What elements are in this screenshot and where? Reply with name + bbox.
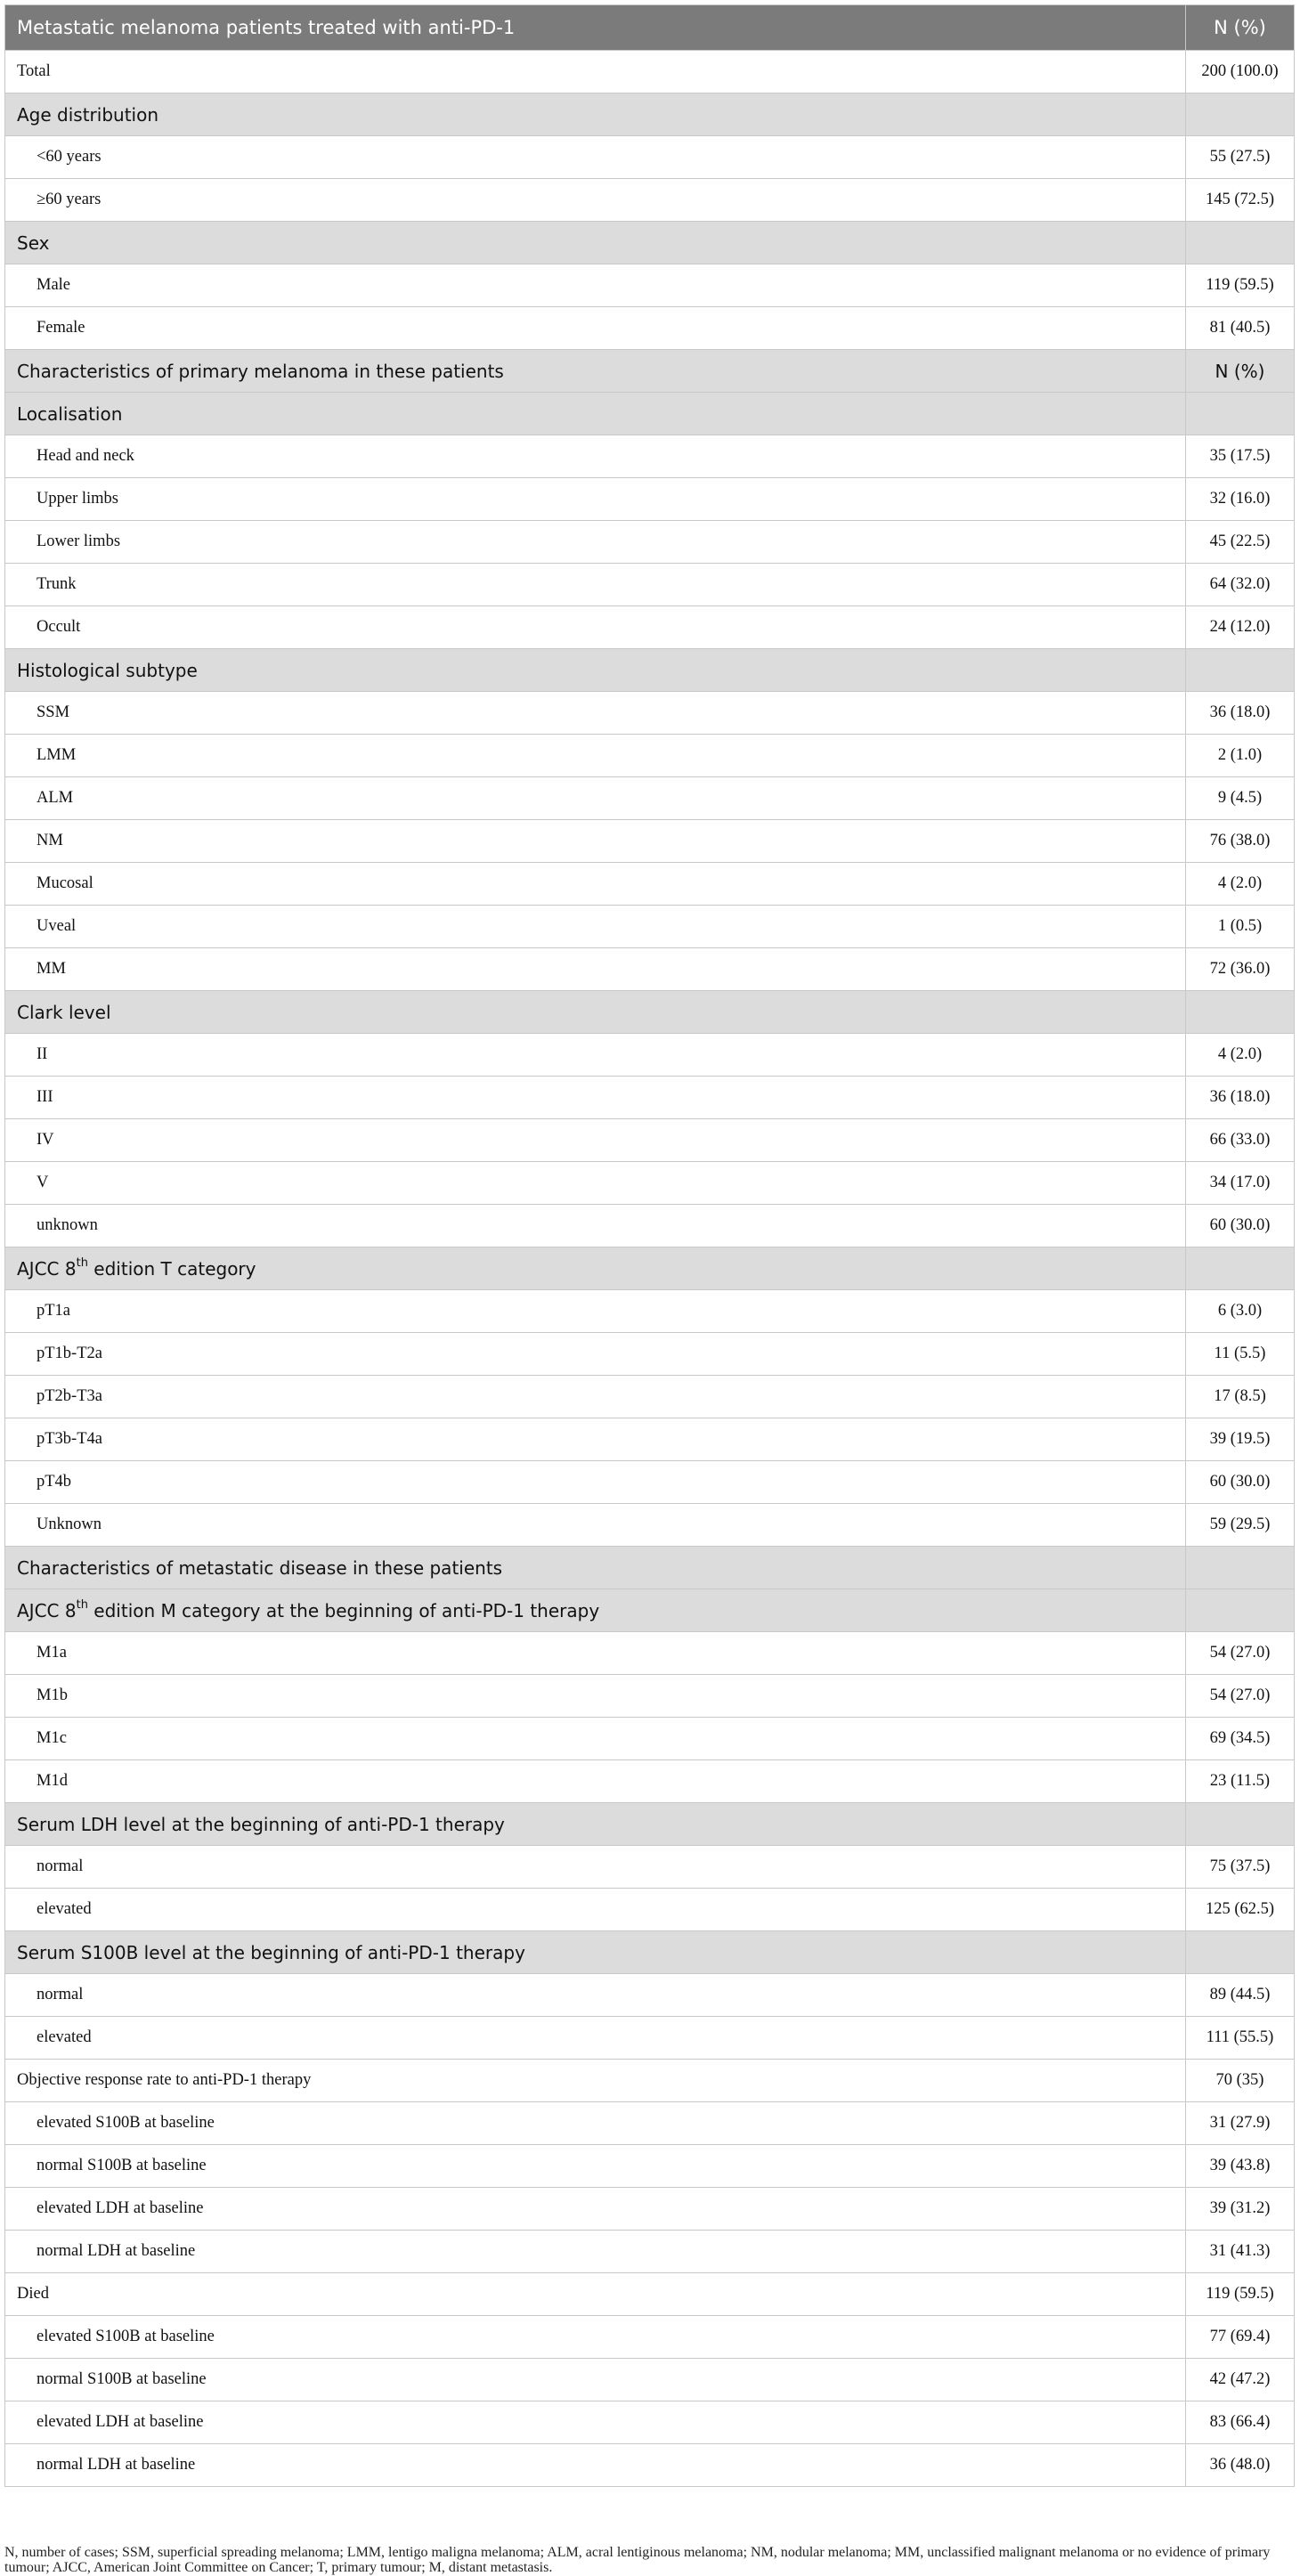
section-label bbox=[5, 1589, 1186, 1632]
section-label-part: AJCC 8 bbox=[17, 1257, 77, 1280]
table-row bbox=[5, 1889, 1295, 1931]
row-value: 45 (22.5) bbox=[1186, 521, 1295, 564]
table-row bbox=[5, 1760, 1295, 1803]
section-header-row bbox=[5, 1589, 1295, 1632]
row-value: 9 (4.5) bbox=[1186, 777, 1295, 820]
section-header-row bbox=[5, 350, 1295, 393]
row-value: 23 (11.5) bbox=[1186, 1760, 1295, 1803]
row-label: elevated bbox=[5, 1889, 1186, 1931]
row-value: 83 (66.4) bbox=[1186, 2401, 1295, 2444]
row-label: pT2b-T3a bbox=[5, 1376, 1186, 1418]
row-value: 81 (40.5) bbox=[1186, 307, 1295, 350]
table-row bbox=[5, 2444, 1295, 2487]
table-row bbox=[5, 478, 1295, 521]
row-value: 6 (3.0) bbox=[1186, 1290, 1295, 1333]
table-body bbox=[5, 51, 1295, 2487]
row-label: Mucosal bbox=[5, 863, 1186, 906]
row-label: elevated LDH at baseline bbox=[5, 2188, 1186, 2231]
table-row bbox=[5, 1718, 1295, 1760]
row-label: V bbox=[5, 1162, 1186, 1205]
table-row bbox=[5, 948, 1295, 991]
row-label: unknown bbox=[5, 1205, 1186, 1247]
row-value: 69 (34.5) bbox=[1186, 1718, 1295, 1760]
row-value: 119 (59.5) bbox=[1186, 2273, 1295, 2316]
row-value: 31 (27.9) bbox=[1186, 2102, 1295, 2145]
row-label: pT1a bbox=[5, 1290, 1186, 1333]
table-row bbox=[5, 863, 1295, 906]
row-value: 89 (44.5) bbox=[1186, 1974, 1295, 2017]
row-label: LMM bbox=[5, 735, 1186, 777]
row-value: 39 (43.8) bbox=[1186, 2145, 1295, 2188]
header-title: Metastatic melanoma patients treated with anti-PD-1 bbox=[5, 5, 1186, 51]
row-value: 39 (31.2) bbox=[1186, 2188, 1295, 2231]
row-label: Unknown bbox=[5, 1504, 1186, 1547]
table-row bbox=[5, 2060, 1295, 2102]
row-label: IV bbox=[5, 1119, 1186, 1162]
row-value: 1 (0.5) bbox=[1186, 906, 1295, 948]
row-value: 111 (55.5) bbox=[1186, 2017, 1295, 2060]
row-label: normal bbox=[5, 1846, 1186, 1889]
row-value: 36 (18.0) bbox=[1186, 692, 1295, 735]
row-value: 119 (59.5) bbox=[1186, 264, 1295, 307]
table-row bbox=[5, 307, 1295, 350]
row-label: elevated S100B at baseline bbox=[5, 2102, 1186, 2145]
table-row bbox=[5, 435, 1295, 478]
row-label: III bbox=[5, 1077, 1186, 1119]
row-label: Occult bbox=[5, 606, 1186, 649]
table-row bbox=[5, 2017, 1295, 2060]
row-label: elevated LDH at baseline bbox=[5, 2401, 1186, 2444]
row-value: 17 (8.5) bbox=[1186, 1376, 1295, 1418]
section-label-part: edition T category bbox=[87, 1257, 256, 1280]
row-label: elevated S100B at baseline bbox=[5, 2316, 1186, 2359]
section-header-row bbox=[5, 1803, 1295, 1846]
table-row bbox=[5, 606, 1295, 649]
row-label: normal bbox=[5, 1974, 1186, 2017]
row-value bbox=[1186, 1247, 1295, 1290]
table-row bbox=[5, 179, 1295, 222]
row-label: Lower limbs bbox=[5, 521, 1186, 564]
section-label-part: AJCC 8 bbox=[17, 1599, 77, 1621]
section-label: Characteristics of metastatic disease in these patients bbox=[5, 1547, 1186, 1589]
row-value bbox=[1186, 1547, 1295, 1589]
table-row bbox=[5, 1974, 1295, 2017]
row-value bbox=[1186, 991, 1295, 1034]
section-header-row bbox=[5, 991, 1295, 1034]
section-header-row bbox=[5, 393, 1295, 435]
row-value: 76 (38.0) bbox=[1186, 820, 1295, 863]
row-value: 59 (29.5) bbox=[1186, 1504, 1295, 1547]
row-label: Total bbox=[5, 51, 1186, 93]
row-value: 66 (33.0) bbox=[1186, 1119, 1295, 1162]
table-row bbox=[5, 1675, 1295, 1718]
row-label: pT1b-T2a bbox=[5, 1333, 1186, 1376]
row-value: 31 (41.3) bbox=[1186, 2231, 1295, 2273]
row-value: 36 (48.0) bbox=[1186, 2444, 1295, 2487]
section-label: Localisation bbox=[5, 393, 1186, 435]
table-row bbox=[5, 2102, 1295, 2145]
table-row bbox=[5, 2401, 1295, 2444]
row-value: 200 (100.0) bbox=[1186, 51, 1295, 93]
table-row bbox=[5, 1034, 1295, 1077]
section-label-superscript: th bbox=[76, 1597, 88, 1612]
table-row bbox=[5, 1504, 1295, 1547]
section-label-superscript: th bbox=[76, 1255, 88, 1270]
row-label: ALM bbox=[5, 777, 1186, 820]
section-label: Histological subtype bbox=[5, 649, 1186, 692]
row-label: M1d bbox=[5, 1760, 1186, 1803]
row-value: 55 (27.5) bbox=[1186, 136, 1295, 179]
table-row bbox=[5, 906, 1295, 948]
row-value: 35 (17.5) bbox=[1186, 435, 1295, 478]
row-value bbox=[1186, 1931, 1295, 1974]
table-row bbox=[5, 1205, 1295, 1247]
row-value: 54 (27.0) bbox=[1186, 1632, 1295, 1675]
row-label: normal LDH at baseline bbox=[5, 2444, 1186, 2487]
section-label bbox=[5, 1247, 1186, 1290]
row-label: Died bbox=[5, 2273, 1186, 2316]
row-label: Head and neck bbox=[5, 435, 1186, 478]
table-row bbox=[5, 777, 1295, 820]
row-label: SSM bbox=[5, 692, 1186, 735]
row-label: M1c bbox=[5, 1718, 1186, 1760]
row-value: 70 (35) bbox=[1186, 2060, 1295, 2102]
table-row bbox=[5, 735, 1295, 777]
row-value: 4 (2.0) bbox=[1186, 1034, 1295, 1077]
row-value: 72 (36.0) bbox=[1186, 948, 1295, 991]
row-label: elevated bbox=[5, 2017, 1186, 2060]
row-label: ≥60 years bbox=[5, 179, 1186, 222]
table-row bbox=[5, 2359, 1295, 2401]
row-value: 60 (30.0) bbox=[1186, 1461, 1295, 1504]
row-value: N (%) bbox=[1186, 350, 1295, 393]
row-label: NM bbox=[5, 820, 1186, 863]
section-header-row bbox=[5, 1247, 1295, 1290]
section-header-row bbox=[5, 1931, 1295, 1974]
table-container bbox=[4, 4, 1294, 2487]
row-label: Male bbox=[5, 264, 1186, 307]
header-column-n-percent: N (%) bbox=[1186, 5, 1295, 51]
table-row bbox=[5, 1333, 1295, 1376]
section-label: Clark level bbox=[5, 991, 1186, 1034]
row-value: 42 (47.2) bbox=[1186, 2359, 1295, 2401]
table-row bbox=[5, 2231, 1295, 2273]
table-row bbox=[5, 521, 1295, 564]
row-value bbox=[1186, 93, 1295, 136]
row-label: II bbox=[5, 1034, 1186, 1077]
table-row bbox=[5, 2316, 1295, 2359]
table-footnote: N, number of cases; SSM, superficial spreading melanoma; LMM, lentigo maligna melanoma; ALM, acral lentiginous melanoma; NM, nodular melanoma; MM, unclassified malignant melanoma or no evidence of primary tumour; AJCC, American Joint Committee on Cancer; T, primary tumour; M, distant metastasis. bbox=[4, 2545, 1271, 2575]
row-value bbox=[1186, 1803, 1295, 1846]
row-label: Female bbox=[5, 307, 1186, 350]
table-row bbox=[5, 136, 1295, 179]
table-row bbox=[5, 820, 1295, 863]
table-header-row bbox=[5, 5, 1295, 51]
row-label: MM bbox=[5, 948, 1186, 991]
row-label: Uveal bbox=[5, 906, 1186, 948]
row-value: 77 (69.4) bbox=[1186, 2316, 1295, 2359]
row-value bbox=[1186, 393, 1295, 435]
table-row bbox=[5, 1376, 1295, 1418]
row-value: 145 (72.5) bbox=[1186, 179, 1295, 222]
section-label: Serum S100B level at the beginning of anti-PD-1 therapy bbox=[5, 1931, 1186, 1974]
table-row bbox=[5, 1846, 1295, 1889]
table-row bbox=[5, 2145, 1295, 2188]
row-value: 64 (32.0) bbox=[1186, 564, 1295, 606]
row-value: 32 (16.0) bbox=[1186, 478, 1295, 521]
section-label: Sex bbox=[5, 222, 1186, 264]
row-value: 36 (18.0) bbox=[1186, 1077, 1295, 1119]
row-label: Objective response rate to anti-PD-1 therapy bbox=[5, 2060, 1186, 2102]
section-label: Age distribution bbox=[5, 93, 1186, 136]
row-value: 125 (62.5) bbox=[1186, 1889, 1295, 1931]
table-row bbox=[5, 692, 1295, 735]
row-value: 60 (30.0) bbox=[1186, 1205, 1295, 1247]
row-value: 24 (12.0) bbox=[1186, 606, 1295, 649]
row-value bbox=[1186, 1589, 1295, 1632]
table-row bbox=[5, 1290, 1295, 1333]
row-label: Trunk bbox=[5, 564, 1186, 606]
table-row bbox=[5, 2273, 1295, 2316]
row-label: Upper limbs bbox=[5, 478, 1186, 521]
row-label: M1b bbox=[5, 1675, 1186, 1718]
section-header-row bbox=[5, 93, 1295, 136]
table-row bbox=[5, 1162, 1295, 1205]
table-row bbox=[5, 51, 1295, 93]
section-label: Characteristics of primary melanoma in these patients bbox=[5, 350, 1186, 393]
section-label-part: edition M category at the beginning of anti-PD-1 therapy bbox=[87, 1599, 600, 1621]
row-value: 2 (1.0) bbox=[1186, 735, 1295, 777]
row-label: <60 years bbox=[5, 136, 1186, 179]
table-row bbox=[5, 1461, 1295, 1504]
table-row bbox=[5, 1632, 1295, 1675]
row-value: 75 (37.5) bbox=[1186, 1846, 1295, 1889]
row-value bbox=[1186, 649, 1295, 692]
row-value: 39 (19.5) bbox=[1186, 1418, 1295, 1461]
row-label: M1a bbox=[5, 1632, 1186, 1675]
section-label: Serum LDH level at the beginning of anti-PD-1 therapy bbox=[5, 1803, 1186, 1846]
table-row bbox=[5, 2188, 1295, 2231]
table-row bbox=[5, 564, 1295, 606]
patient-characteristics-table bbox=[4, 4, 1295, 2487]
row-label: normal LDH at baseline bbox=[5, 2231, 1186, 2273]
section-header-row bbox=[5, 222, 1295, 264]
section-header-row bbox=[5, 649, 1295, 692]
row-value: 11 (5.5) bbox=[1186, 1333, 1295, 1376]
table-row bbox=[5, 1077, 1295, 1119]
section-header-row bbox=[5, 1547, 1295, 1589]
row-label: pT4b bbox=[5, 1461, 1186, 1504]
table-row bbox=[5, 1418, 1295, 1461]
table-row bbox=[5, 1119, 1295, 1162]
row-value bbox=[1186, 222, 1295, 264]
row-value: 34 (17.0) bbox=[1186, 1162, 1295, 1205]
row-label: normal S100B at baseline bbox=[5, 2359, 1186, 2401]
row-value: 4 (2.0) bbox=[1186, 863, 1295, 906]
row-label: normal S100B at baseline bbox=[5, 2145, 1186, 2188]
row-value: 54 (27.0) bbox=[1186, 1675, 1295, 1718]
table-row bbox=[5, 264, 1295, 307]
row-label: pT3b-T4a bbox=[5, 1418, 1186, 1461]
